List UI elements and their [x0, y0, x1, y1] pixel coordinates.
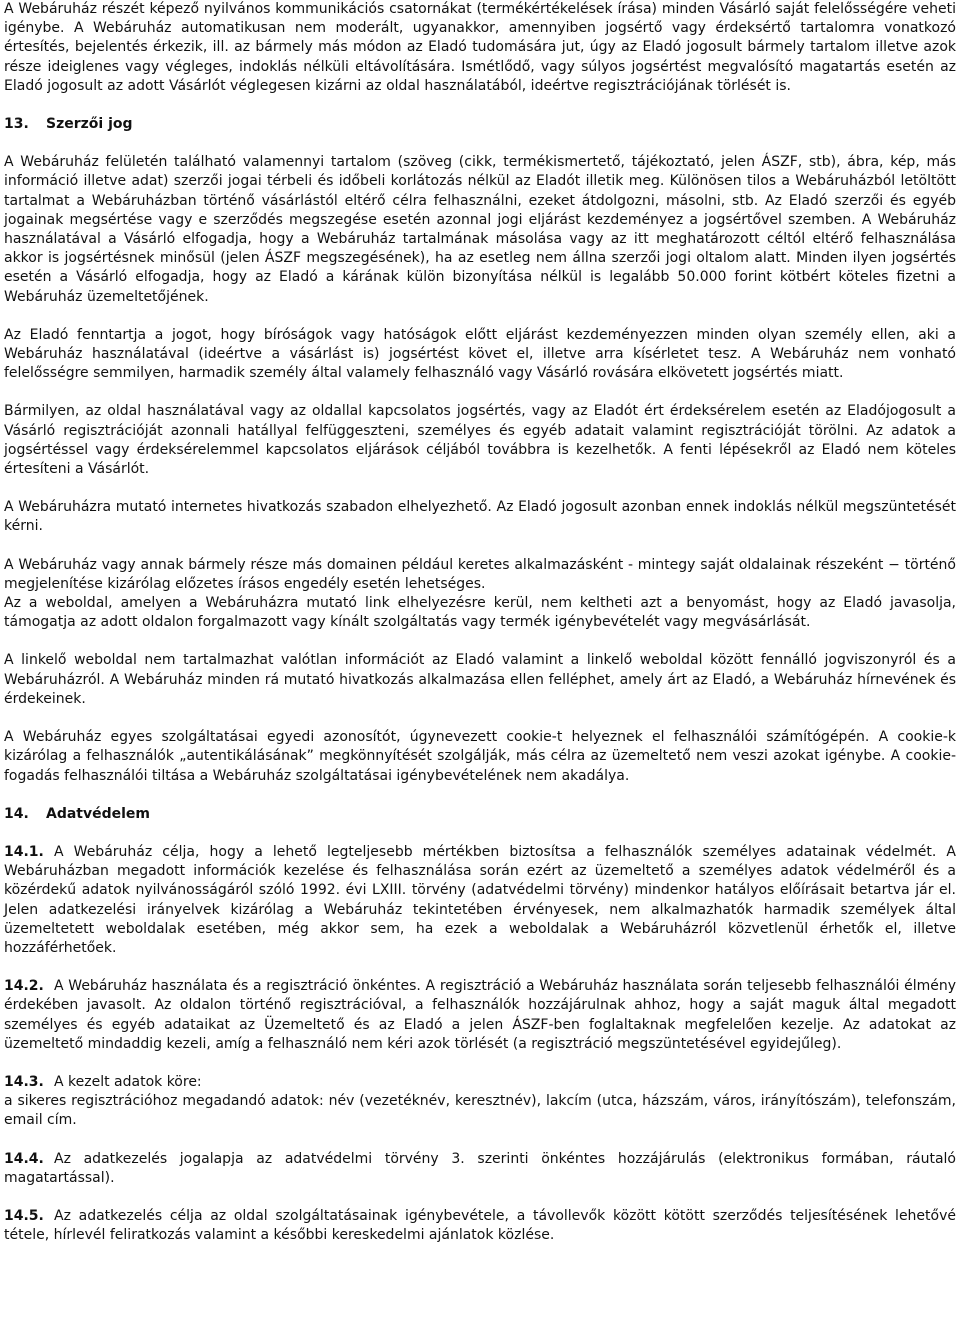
subsection-text: A Webáruház használata és a regisztráció önkéntes. A regisztráció a Webáruház használata során teljesebb felhasználói élmény érdekében javasolt. Az oldalon történő regisztrációval, a felhasználók hozzájárulnak ahhoz, hogy a saját maguk által megadott személyes és egyéb adataikat az Üzemeltető és az Eladó a jelen ÁSZF-ben foglaltaknak megfelelően kezelje. Az adatokat az üzemeltető mindaddig kezeli, amíg a felhasználó nem kéri azok törlését (a regisztráció megszüntetésével egyidejűleg).: [4, 978, 956, 1052]
intro-paragraph: A Webáruház részét képező nyilvános kommunikációs csatornákat (termékértékelések írása) minden Vásárló saját felelősségére veheti igénybe. A Webáruház automatikusan nem moderált, ugyanakkor, amennyiben jogsértő vagy érdeksértő tartalomra vonatkozó értesítés, bejelentés érkezik, ill. az bármely más módon az Eladó tudomására jut, úgy az Eladó jogosult bármely tartalom illetve azok része ideiglenes vagy végleges, indoklás nélküli eltávolítására. Ismétlődő, vagy súlyos jogsértést megvalósító magatartás esetén az Eladó jogosult az adott Vásárlót véglegesen kizárni az oldal használatából, ideértve regisztrációjának törlését is.: [4, 1, 956, 94]
copyright-paragraph-4: A Webáruházra mutató internetes hivatkozás szabadon elhelyezhető. Az Eladó jogosult azonban ennek indoklás nélkül megszüntetését kérni.: [4, 499, 956, 535]
subsection-number: 14.1.: [4, 843, 44, 860]
section-number: 14.: [4, 805, 29, 822]
subsection-number: 14.4.: [4, 1150, 44, 1167]
subsection-number: 14.2.: [4, 978, 44, 995]
section-heading-data-protection: [4, 805, 956, 824]
subsection-14-5: [4, 1207, 956, 1245]
subsection-number: 14.3.: [4, 1073, 44, 1090]
subsection-14-1: [4, 843, 956, 958]
copyright-paragraph-7: A linkelő weboldal nem tartalmazhat valótlan információt az Eladó valamint a linkelő weboldal között fennálló jogviszonyról és a Webáruházról. A Webáruház minden rá mutató hivatkozás alkalmazása ellen felléphet, amely árt az Eladó, a Webáruház hírnevének és érdekeinek.: [4, 652, 956, 707]
subsection-text: A Webáruház célja, hogy a lehető legteljesebb mértékben biztosítsa a felhasználók személyes adatainak védelmét. A Webáruházban megadott információk kezelése és felhasználása során ezért az üzemeltető a személyes adatok védelméről és a közérdekű adatok nyilvánosságáról szóló 1992. évi LXIII. törvény (adatvédelmi törvény) mindenkor hatályos előírásait betartva jár el. Jelen adatkezelési irányelvek kizárólag a Webáruház tekintetében érvényesek, nem alkalmazhatók harmadik személyek által üzemeltetett weboldalak esetében, még akkor sem, ha ezek a weboldalak a Webáruházról közvetlenül érhetők el, illetve hozzáférhetőek.: [4, 843, 956, 956]
copyright-paragraph-6: Az a weboldal, amelyen a Webáruházra mutató link elhelyezésre kerül, nem keltheti azt a benyomást, hogy az Eladó javasolja, támogatja az adott oldalon forgalmazott vagy kínált szolgáltatás vagy termék igénybevételét vagy megvásárlását.: [4, 595, 956, 631]
subsection-text: Az adatkezelés jogalapja az adatvédelmi törvény 3. szerinti önkéntes hozzájárulás (elektronikus formában, ráutaló magatartással).: [4, 1150, 956, 1186]
copyright-paragraph-8: A Webáruház egyes szolgáltatásai egyedi azonosítót, úgynevezett cookie-t helyeznek el felhasználói számítógépén. A cookie-k kizárólag a felhasználók „autentikálásának” megkönnyítését szolgálják, más célra az üzemeltető nem veszi azokat igénybe. A cookie-fogadás felhasználói tiltása a Webáruház szolgáltatásai igénybevételének nem akadálya.: [4, 729, 956, 784]
subsection-text: Az adatkezelés célja az oldal szolgáltatásainak igénybevétele, a távollevők között kötött szerződés teljesítésének lehetővé tétele, hírlevél feliratkozás valamint a későbbi kereskedelmi ajánlatok közlése.: [4, 1207, 956, 1244]
copyright-paragraph-1: A Webáruház felületén található valamennyi tartalom (szöveg (cikk, termékismertető, tájékoztató, jelen ÁSZF, stb), ábra, kép, más információ illetve adat) szerzői jogai térbeli és időbeli korlátozás nélkül az Eladót illetik meg. Különösen tilos a Webáruházból letöltött tartalmat a Webáruházban történő vásárlástól eltérő célra felhasználni, ezeket átdolgozni, másolni, stb. Az Eladó szerzői és egyéb jogainak megsértése vagy e szerződés megszegése esetén azonnal jogi eljárást kezdeményez a jogsértővel szemben. A Webáruház használatával a Vásárló elfogadja, hogy a Webáruház tartalmának másolása vagy az itt meghatározott céltól eltérő felhasználása akkor is jogsértésnek minősül (jelen ÁSZF megszegésének), ha az esetleg nem állna szerzői jogi oltalom alatt. Minden ilyen jogsértés esetén a Vásárló elfogadja, hogy az Eladó a kárának külön bizonyítása nélkül is legalább 50.000 forint kötbért köteles fizetni a Webáruház üzemeltetőjének.: [4, 154, 956, 305]
subsection-text: A kezelt adatok köre:: [54, 1073, 202, 1090]
subsection-number: 14.5.: [4, 1207, 44, 1224]
section-heading-copyright: [4, 115, 956, 134]
subsection-14-2: [4, 977, 956, 1054]
subsection-14-3: [4, 1073, 956, 1092]
copyright-paragraph-3: Bármilyen, az oldal használatával vagy az oldallal kapcsolatos jogsértés, vagy az Eladót ért érdeksérelem esetén az Eladójogosult a Vásárló regisztrációját azonnali hatállyal felfüggeszteni, személyes és egyéb adatait valamint regisztrációját törölni. Az adatok a jogsértéssel vagy érdeksérelemmel kapcsolatos eljárások céljából továbbra is kezelhetők. A fenti lépésekről az Eladó nem köteles értesíteni a Vásárlót.: [4, 403, 956, 478]
section-title: Adatvédelem: [46, 805, 151, 822]
section-number: 13.: [4, 116, 29, 133]
section-title: Szerzői jog: [46, 116, 133, 133]
copyright-paragraph-2: Az Eladó fenntartja a jogot, hogy bíróságok vagy hatóságok előtt eljárást kezdeményezzen minden olyan személy ellen, aki a Webáruház használatával (ideértve a vásárlást is) jogsértést követ el, illetve arra kísérletet tesz. A Webáruház nem vonható felelősségre semmilyen, harmadik személy által valamely felhasználó vagy Vásárló rovására elkövetett jogsértés miatt.: [4, 326, 956, 382]
subsection-14-3-detail: a sikeres regisztrációhoz megadandó adatok: név (vezetéknév, keresztnév), lakcím (utca, házszám, város, irányítószám), telefonszám, email cím.: [4, 1093, 956, 1129]
copyright-paragraph-5: A Webáruház vagy annak bármely része más domainen például keretes alkalmazásként - mintegy saját oldalainak részeként − történő megjelenítése kizárólag előzetes írásos engedély esetén lehetséges.: [4, 556, 956, 592]
subsection-14-4: [4, 1150, 956, 1188]
